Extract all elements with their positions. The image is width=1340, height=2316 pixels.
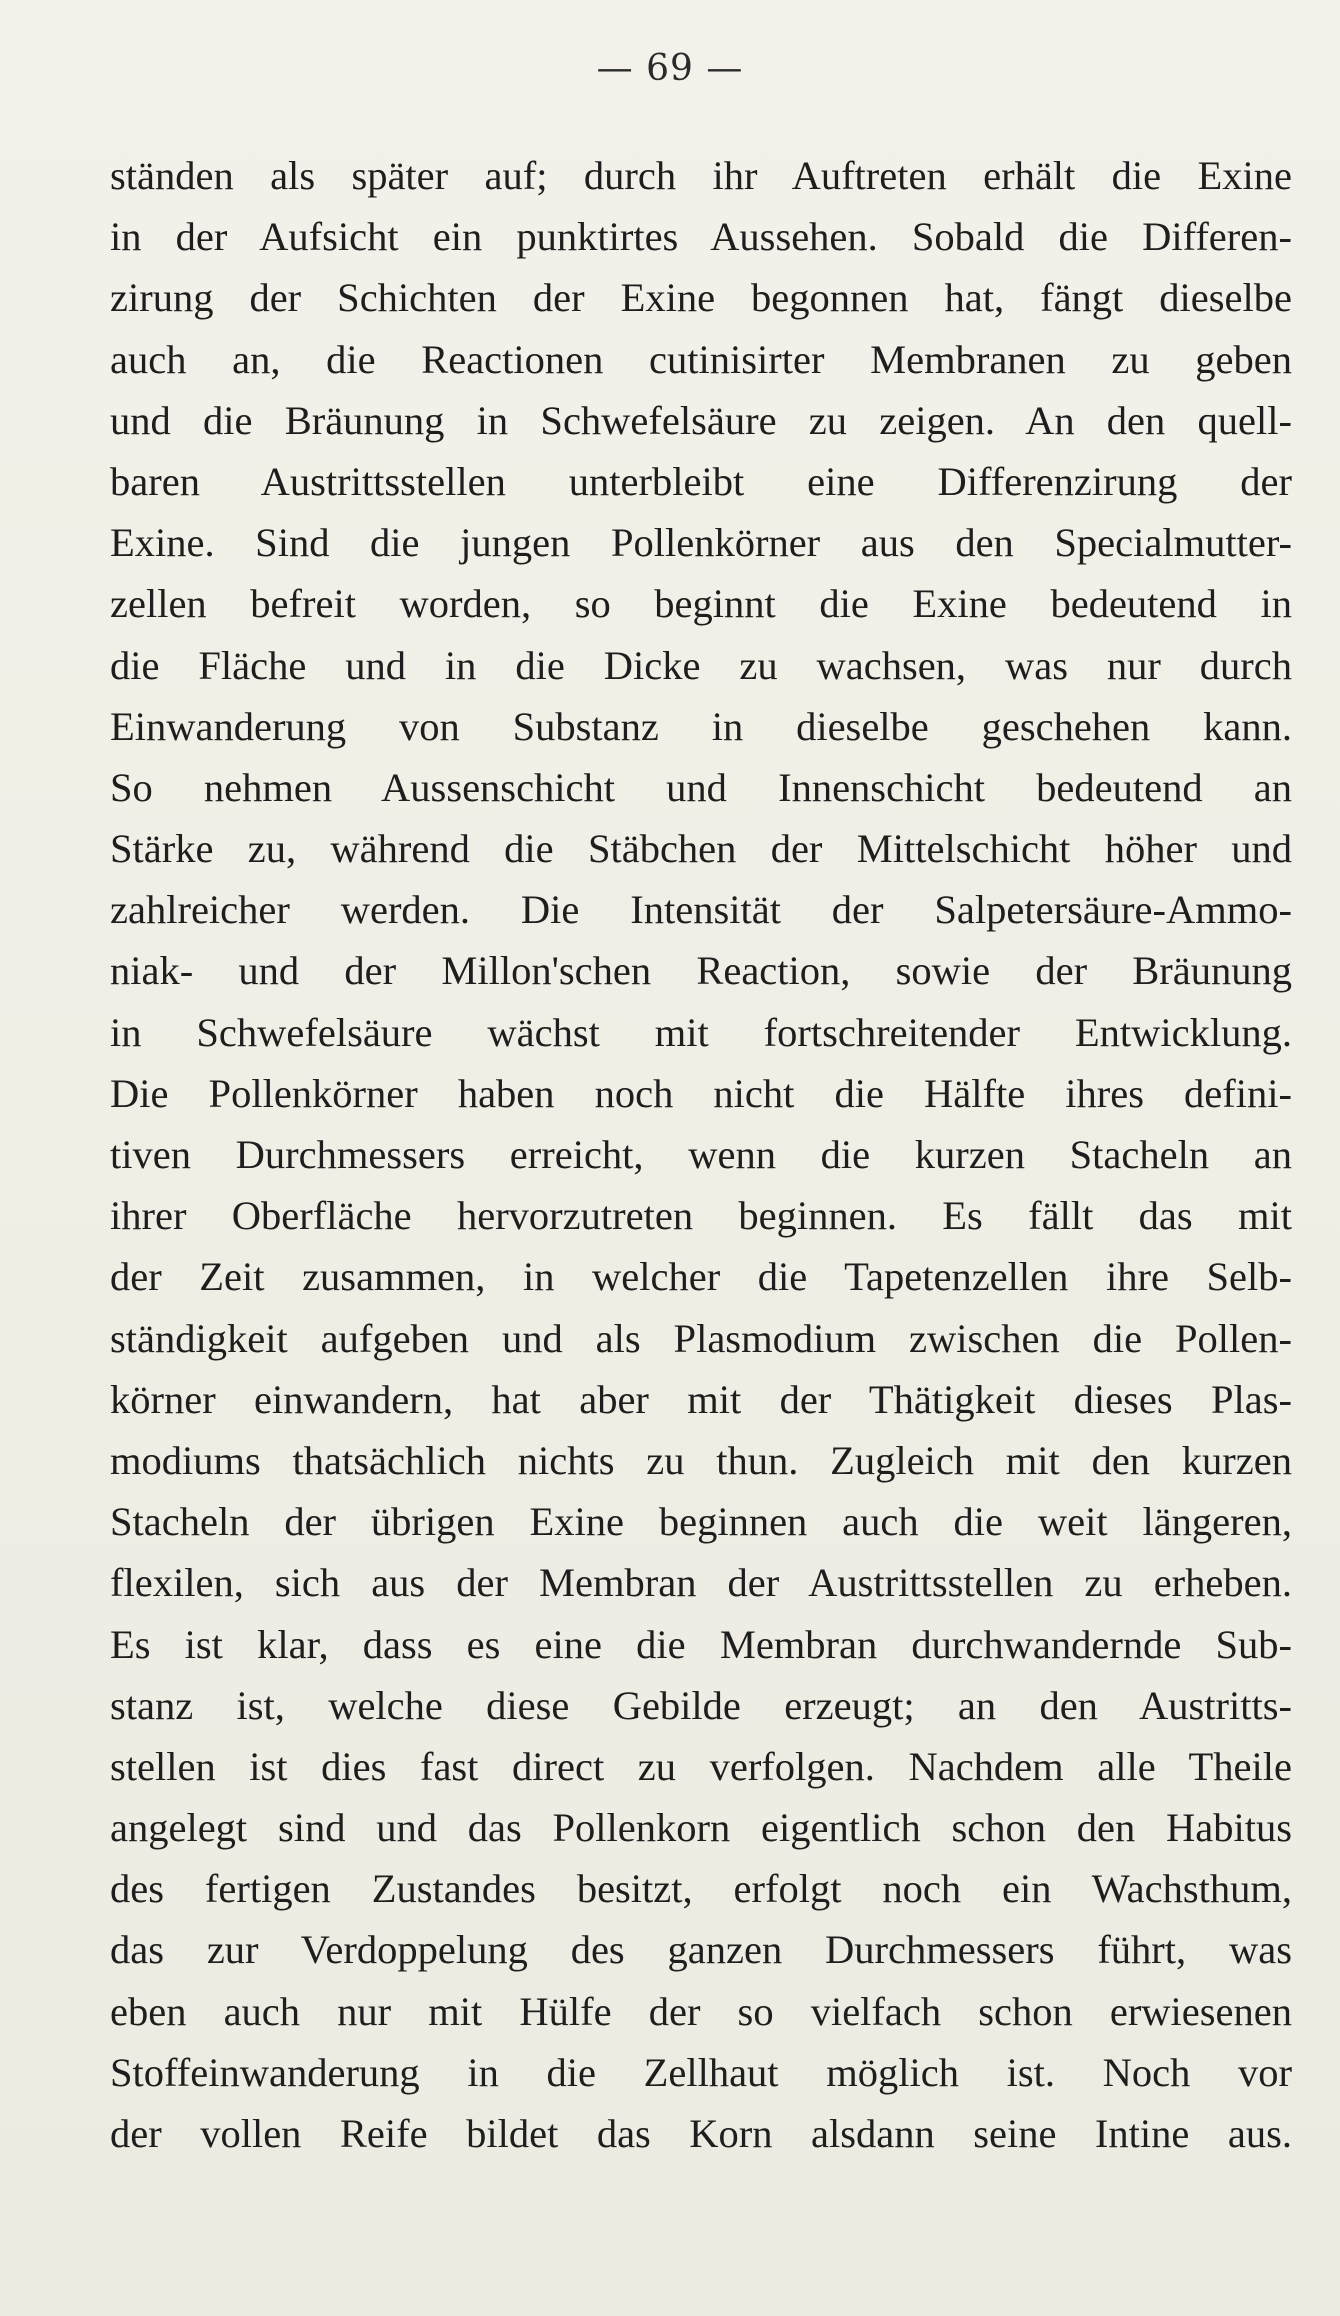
text-line: stellen ist dies fast direct zu verfolgen. Nachdem alle Theile (110, 1743, 1292, 1789)
text-line: Exine. Sind die jungen Pollenkörner aus den Specialmutter- (110, 520, 1292, 566)
text-line: in Schwefelsäure wächst mit fortschreitender Entwicklung. (110, 1009, 1292, 1055)
text-line: angelegt sind und das Pollenkorn eigentlich schon den Habitus (110, 1805, 1292, 1851)
text-line: Stacheln der übrigen Exine beginnen auch die weit längeren, (110, 1499, 1292, 1545)
text-line: zirung der Schichten der Exine begonnen hat, fängt dieselbe (110, 275, 1292, 321)
text-line: des fertigen Zustandes besitzt, erfolgt noch ein Wachsthum, (110, 1866, 1292, 1912)
text-line: Die Pollenkörner haben noch nicht die Hälfte ihres defini- (110, 1070, 1292, 1116)
text-line: Einwanderung von Substanz in dieselbe geschehen kann. (110, 703, 1292, 749)
text-line: die Fläche und in die Dicke zu wachsen, was nur durch (110, 642, 1292, 688)
text-line: tiven Durchmessers erreicht, wenn die kurzen Stacheln an (110, 1132, 1292, 1177)
text-line: und die Bräunung in Schwefelsäure zu zeigen. An den quell- (110, 397, 1292, 443)
text-line: in der Aufsicht ein punktirtes Aussehen. Sobald die Differen- (110, 214, 1292, 260)
page-number: — 69 — (596, 48, 744, 89)
text-line: zellen befreit worden, so beginnt die Exine bedeutend in (110, 581, 1292, 627)
text-line: das zur Verdoppelung des ganzen Durchmessers führt, was (110, 1927, 1292, 1973)
text-line: ihrer Oberfläche hervorzutreten beginnen. Es fällt das mit (110, 1193, 1292, 1239)
text-line: niak- und der Millon'schen Reaction, sowie der Bräunung (110, 948, 1292, 994)
text-line: zahlreicher werden. Die Intensität der Salpetersäure-Ammo- (110, 887, 1292, 933)
text-line: ständen als später auf; durch ihr Auftreten erhält die Exine (110, 153, 1292, 198)
text-line: körner einwandern, hat aber mit der Thätigkeit dieses Plas- (110, 1376, 1292, 1422)
text-line: der Zeit zusammen, in welcher die Tapetenzellen ihre Selb- (110, 1254, 1292, 1300)
text-line: Stoffeinwanderung in die Zellhaut möglich ist. Noch vor (110, 2049, 1292, 2095)
text-line: So nehmen Aussenschicht und Innenschicht bedeutend an (110, 764, 1292, 810)
text-line: auch an, die Reactionen cutinisirter Membranen zu geben (110, 336, 1292, 382)
text-line: flexilen, sich aus der Membran der Austrittsstellen zu erheben. (110, 1560, 1292, 1606)
text-line: der vollen Reife bildet das Korn alsdann seine Intine aus. (110, 2111, 1292, 2156)
body-text (110, 145, 1292, 2164)
text-line: eben auch nur mit Hülfe der so vielfach schon erwiesenen (110, 1988, 1292, 2034)
text-line: Stärke zu, während die Stäbchen der Mittelschicht höher und (110, 826, 1292, 872)
text-line: Es ist klar, dass es eine die Membran durchwandernde Sub- (110, 1621, 1292, 1667)
text-line: ständigkeit aufgeben und als Plasmodium zwischen die Pollen- (110, 1315, 1292, 1361)
text-line: baren Austrittsstellen unterbleibt eine Differenzirung der (110, 458, 1292, 504)
text-line: stanz ist, welche diese Gebilde erzeugt; an den Austritts- (110, 1682, 1292, 1728)
text-line: modiums thatsächlich nichts zu thun. Zugleich mit den kurzen (110, 1437, 1292, 1483)
